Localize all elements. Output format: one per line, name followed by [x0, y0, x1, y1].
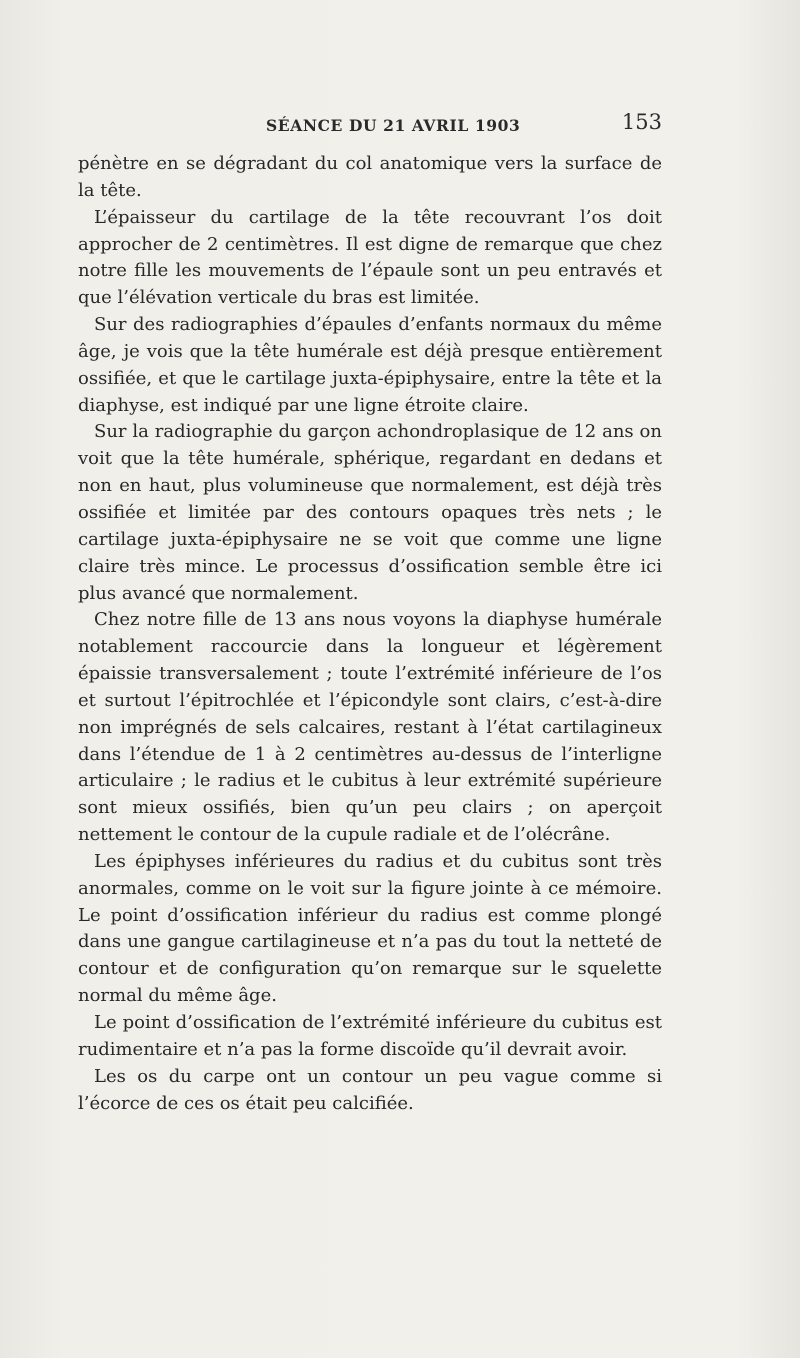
paragraph: Chez notre fille de 13 ans nous voyons la diaphyse humérale notablement raccourcie dans la longueur et légèrement épaissie transversalement ; toute l’extrémité inférieure de l’os et surtout l’épitrochlée et l’épicondyle sont clairs, c’est-à-dire non imprégnés de sels calcaires, restant à l’état cartilagineux dans l’étendue de 1 à 2 centimètres au-dessus de l’interligne articulaire ; le radius et le cubitus à leur extrémité supérieure sont mieux ossifiés, bien qu’un peu clairs ; on aperçoit nettement le contour de la cupule radiale et de l’olécrâne.	[78, 609, 662, 846]
body-text	[78, 151, 662, 1117]
running-head: SÉANCE DU 21 AVRIL 1903	[266, 116, 521, 135]
paragraph-continuation: pénètre en se dégradant du col anatomique vers la surface de la tête.	[78, 153, 662, 201]
paragraph: Les épiphyses inférieures du radius et du cubitus sont très anormales, comme on le voit sur la figure jointe à ce mémoire. Le point d’ossification inférieur du radius est comme plongé dans une gangue cartilagineuse et n’a pas du tout la netteté de contour et de configuration qu’on remarque sur le squelette normal du même âge.	[78, 850, 662, 1007]
paragraph: Le point d’ossification de l’extrémité inférieure du cubitus est rudimentaire et n’a pas la forme discoïde qu’il devrait avoir.	[78, 1012, 662, 1060]
paragraph: Les os du carpe ont un contour un peu vague comme si l’écorce de ces os était peu calcifiée.	[78, 1065, 662, 1114]
page-header	[78, 110, 662, 140]
paragraph: Sur des radiographies d’épaules d’enfants normaux du même âge, je vois que la tête humérale est déjà presque entièrement ossifiée, et que le cartilage juxta-épiphysaire, entre la tête et la diaphyse, est indiqué par une ligne étroite claire.	[78, 314, 662, 416]
paragraph: L’épaisseur du cartilage de la tête recouvrant l’os doit approcher de 2 centimètres. Il est digne de remarque que chez notre fille les mouvements de l’épaule sont un peu entravés et que l’élévation verticale du bras est limitée.	[78, 206, 662, 309]
paragraph: Sur la radiographie du garçon achondroplasique de 12 ans on voit que la tête humérale, sphérique, regardant en dedans et non en haut, plus volumineuse que normalement, est déjà très ossifiée et limitée par des contours opaques très nets ; le cartilage juxta-épiphysaire ne se voit que comme une ligne claire très mince. Le processus d’ossification semble être ici plus avancé que normalement.	[78, 421, 662, 604]
page-number: 153	[621, 110, 662, 134]
